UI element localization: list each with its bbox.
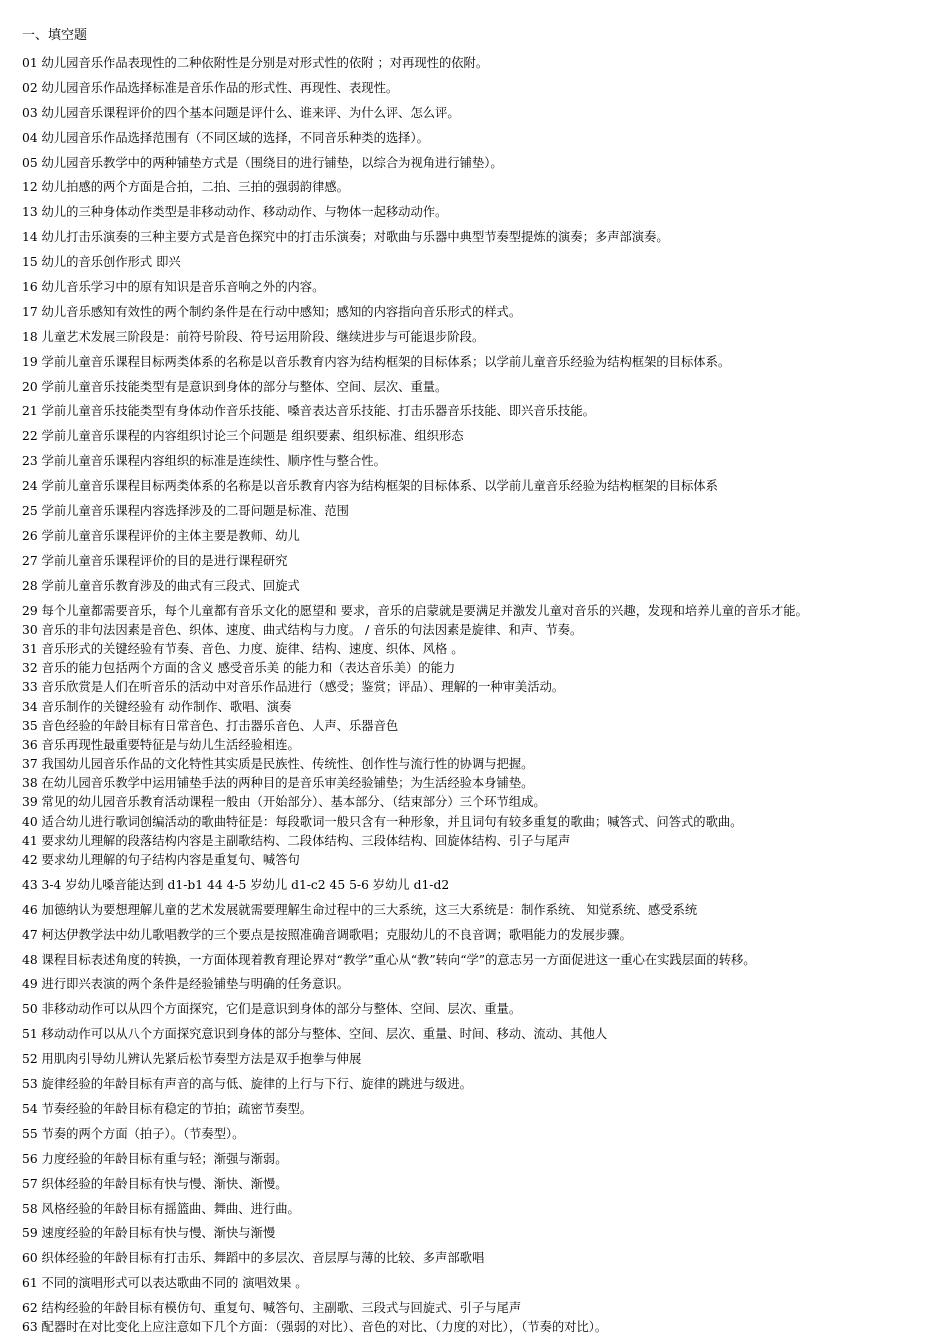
question-item: 52 用肌肉引导幼儿辨认先紧后松节奏型方法是双手抱拳与伸展 bbox=[22, 1052, 362, 1067]
question-item: 35 音色经验的年龄目标有日常音色、打击器乐音色、人声、乐器音色 bbox=[22, 718, 399, 733]
question-item: 12 幼儿拍感的两个方面是合拍，二拍、三拍的强弱韵律感。 bbox=[22, 180, 349, 195]
question-item: 55 节奏的两个方面（拍子）。（节奏型）。 bbox=[22, 1126, 245, 1141]
fill-in-blank-list bbox=[22, 55, 942, 1338]
question-item: 03 幼儿园音乐课程评价的四个基本问题是评什么、谁来评、为什么评、怎么评。 bbox=[22, 105, 460, 120]
question-item: 58 风格经验的年龄目标有摇篮曲、舞曲、进行曲。 bbox=[22, 1201, 300, 1216]
question-item: 56 力度经验的年龄目标有重与轻；渐强与渐弱。 bbox=[22, 1151, 288, 1166]
question-item: 01 幼儿园音乐作品表现性的二种依附性是分别是对形式性的依附 ；对再现性的依附。 bbox=[22, 56, 489, 70]
question-item: 59 速度经验的年龄目标有快与慢、渐快与渐慢 bbox=[22, 1226, 276, 1241]
question-item: 37 我国幼儿园音乐作品的文化特性其实质是民族性、传统性、创作性与流行性的协调与把握。 bbox=[22, 757, 534, 772]
question-item: 39 常见的幼儿园音乐教育活动课程一般由（开始部分）、基本部分、（结束部分）三个环节组成。 bbox=[22, 795, 546, 810]
question-item: 13 幼儿的三种身体动作类型是非移动动作、移动动作、与物体一起移动动作。 bbox=[22, 205, 448, 220]
question-item: 51 移动动作可以从八个方面探究意识到身体的部分与整体、空间、层次、重量、时间、移动、流动、其他人 bbox=[22, 1027, 608, 1042]
question-item: 19 学前儿童音乐课程目标两类体系的名称是以音乐教育内容为结构框架的目标体系；以学前儿童音乐经验为结构框架的目标体系。 bbox=[22, 354, 731, 369]
question-item: 20 学前儿童音乐技能类型有是意识到身体的部分与整体、空间、层次、重量。 bbox=[22, 379, 448, 394]
question-item: 63 配器时在对比变化上应注意如下几个方面：（强弱的对比）、音色的对比、（力度的对比），（节奏的对比）。 bbox=[22, 1320, 608, 1335]
question-item: 38 在幼儿园音乐教学中运用铺垫手法的两种目的是音乐审美经验铺垫；为生活经验本身铺垫。 bbox=[22, 776, 534, 791]
question-item: 62 结构经验的年龄目标有模仿句、重复句、喊答句、主副歌、三段式与回旋式、引子与尾声 bbox=[22, 1301, 522, 1316]
question-item: 18 儿童艺术发展三阶段是：前符号阶段、符号运用阶段、继续进步与可能退步阶段。 bbox=[22, 329, 485, 344]
question-item: 46 加德纳认为要想理解儿童的艺术发展就需要理解生命过程中的三大系统，这三大系统是：制作系统、 知觉系统、感受系统 bbox=[22, 902, 698, 917]
question-item: 33 音乐欣赏是人们在听音乐的活动中对音乐作品进行（感受；鉴赏；评品）、理解的一种审美活动。 bbox=[22, 680, 565, 695]
question-item: 28 学前儿童音乐教育涉及的曲式有三段式、回旋式 bbox=[22, 578, 300, 593]
question-item: 54 节奏经验的年龄目标有稳定的节拍；疏密节奏型。 bbox=[22, 1101, 313, 1116]
question-item: 36 音乐再现性最重要特征是与幼儿生活经验相连。 bbox=[22, 737, 300, 752]
question-item: 50 非移动动作可以从四个方面探究，它们是意识到身体的部分与整体、空间、层次、重量。 bbox=[22, 1002, 522, 1017]
question-item: 48 课程目标表述角度的转换，一方面体现着教育理论界对“教学”重心从“教”转向“学”的意志另一方面促进这一重心在实践层面的转移。 bbox=[22, 952, 756, 967]
question-item: 41 要求幼儿理解的段落结构内容是主副歌结构、二段体结构、三段体结构、回旋体结构、引子与尾声 bbox=[22, 833, 571, 848]
question-item: 17 幼儿音乐感知有效性的两个制约条件是在行动中感知；感知的内容指向音乐形式的样式。 bbox=[22, 304, 522, 319]
question-item: 21 学前儿童音乐技能类型有身体动作音乐技能、嗓音表达音乐技能、打击乐器音乐技能、即兴音乐技能。 bbox=[22, 404, 595, 419]
question-item: 40 适合幼儿进行歌词创编活动的歌曲特征是：每段歌词一般只含有一种形象，并且词句有较多重复的歌曲；喊答式、问答式的歌曲。 bbox=[22, 814, 743, 829]
question-item: 60 织体经验的年龄目标有打击乐、舞蹈中的多层次、音层厚与薄的比较、多声部歌唱 bbox=[22, 1251, 485, 1266]
question-item: 26 学前儿童音乐课程评价的主体主要是教师、幼儿 bbox=[22, 528, 300, 543]
question-item: 47 柯达伊教学法中幼儿歌唱教学的三个要点是按照准确音调歌唱；克服幼儿的不良音调；歌唱能力的发展步骤。 bbox=[22, 927, 632, 942]
question-item: 53 旋律经验的年龄目标有声音的高与低、旋律的上行与下行、旋律的跳进与级进。 bbox=[22, 1077, 472, 1092]
question-item: 32 音乐的能力包括两个方面的含义 感受音乐美 的能力和（表达音乐美）的能力 bbox=[22, 661, 456, 676]
question-item: 29 每个儿童都需要音乐，每个儿童都有音乐文化的愿望和 要求，音乐的启蒙就是要满足并激发儿童对音乐的兴趣，发现和培养儿童的音乐才能。 bbox=[22, 603, 808, 618]
question-item: 57 织体经验的年龄目标有快与慢、渐快、渐慢。 bbox=[22, 1176, 288, 1191]
question-item: 23 学前儿童音乐课程内容组织的标准是连续性、顺序性与整合性。 bbox=[22, 454, 386, 469]
question-item: 34 音乐制作的关键经验有 动作制作、歌唱、演奏 bbox=[22, 699, 292, 714]
question-item: 02 幼儿园音乐作品选择标准是音乐作品的形式性、再现性、表现性。 bbox=[22, 80, 399, 95]
question-item: 16 幼儿音乐学习中的原有知识是音乐音响之外的内容。 bbox=[22, 280, 325, 295]
question-item: 42 要求幼儿理解的句子结构内容是重复句、喊答句 bbox=[22, 853, 300, 868]
question-item: 05 幼儿园音乐教学中的两种铺垫方式是（围绕目的进行铺垫，以综合为视角进行铺垫）。 bbox=[22, 155, 503, 170]
question-item: 30 音乐的非句法因素是音色、织体、速度、曲式结构与力度。 / 音乐的句法因素是旋律、和声、节奏。 bbox=[22, 622, 583, 637]
question-item: 61 不同的演唱形式可以表达歌曲不同的 演唱效果 。 bbox=[22, 1276, 308, 1291]
section-title: 一、填空题 bbox=[22, 28, 88, 43]
question-item: 25 学前儿童音乐课程内容选择涉及的二哥问题是标准、范围 bbox=[22, 504, 349, 519]
question-item: 15 幼儿的音乐创作形式 即兴 bbox=[22, 255, 181, 270]
question-item: 49 进行即兴表演的两个条件是经验铺垫与明确的任务意识。 bbox=[22, 977, 349, 992]
question-item: 43 3-4 岁幼儿嗓音能达到 d1-b1 44 4-5 岁幼儿 d1-c2 45 5-6 岁幼儿 d1-d2 bbox=[22, 877, 450, 892]
question-item: 04 幼儿园音乐作品选择范围有（不同区域的选择，不同音乐种类的选择）。 bbox=[22, 130, 429, 145]
question-item: 24 学前儿童音乐课程目标两类体系的名称是以音乐教育内容为结构框架的目标体系、以学前儿童音乐经验为结构框架的目标体系 bbox=[22, 479, 718, 494]
question-item: 14 幼儿打击乐演奏的三种主要方式是音色探究中的打击乐演奏；对歌曲与乐器中典型节奏型提炼的演奏；多声部演奏。 bbox=[22, 230, 669, 245]
document-page bbox=[22, 28, 942, 1338]
question-item: 31 音乐形式的关键经验有节奏、音色、力度、旋律、结构、速度、织体、风格 。 bbox=[22, 641, 464, 656]
question-item: 27 学前儿童音乐课程评价的目的是进行课程研究 bbox=[22, 553, 288, 568]
question-item: 22 学前儿童音乐课程的内容组织讨论三个问题是 组织要素、组织标准、组织形态 bbox=[22, 429, 464, 444]
